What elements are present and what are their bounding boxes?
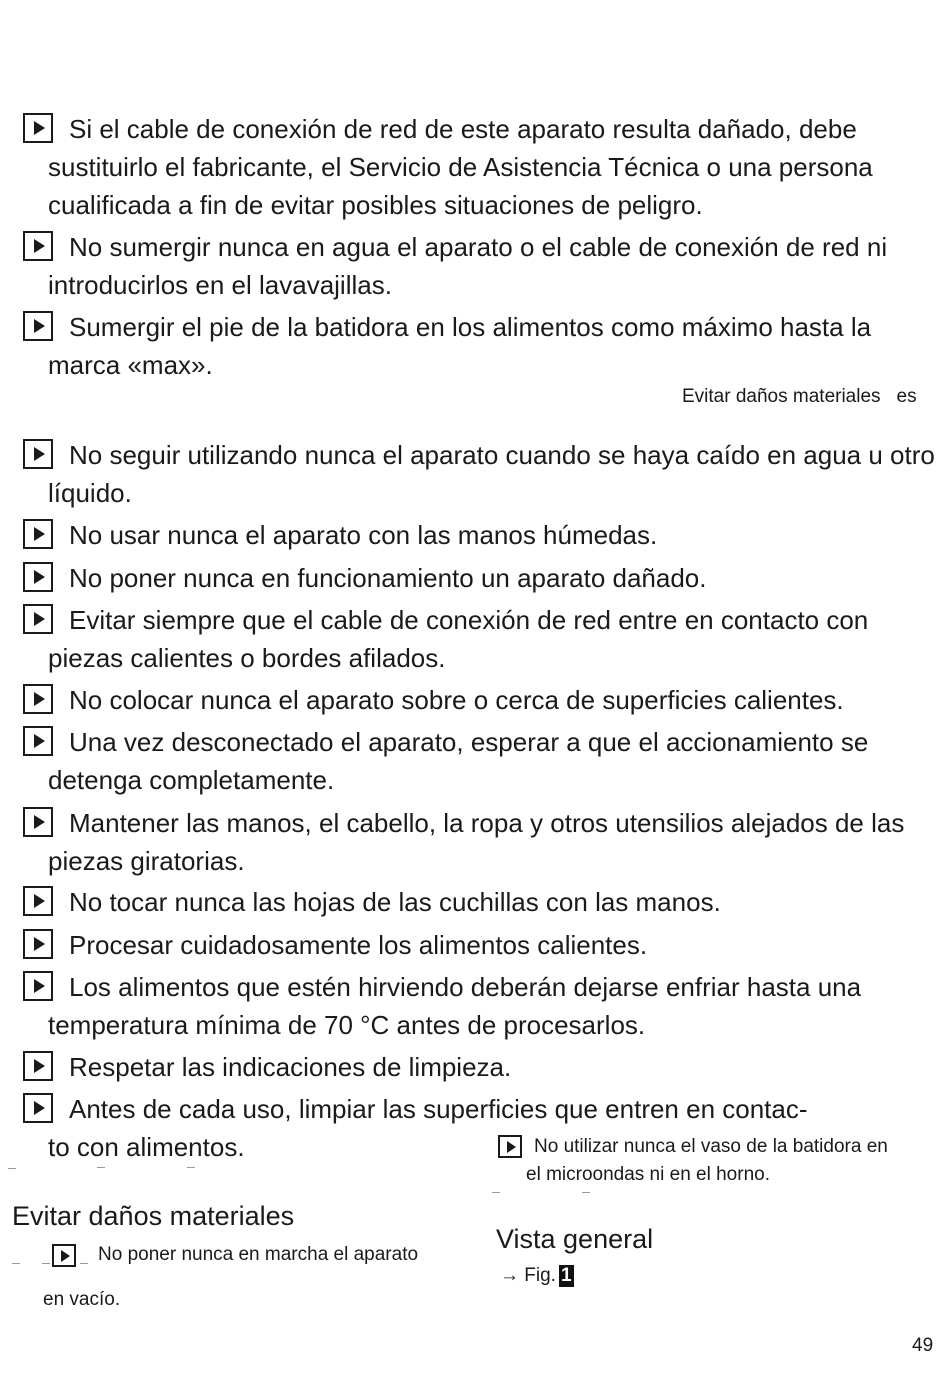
figure-reference <box>500 1265 574 1287</box>
item-first-line: Evitar siempre que el cable de conexión de red entre en contacto con <box>69 605 869 635</box>
item-rest: detenga completamente. <box>48 765 335 795</box>
play-bullet-icon <box>23 1093 53 1123</box>
play-bullet-icon <box>23 684 53 714</box>
safety-item <box>48 883 938 921</box>
safety-item <box>48 228 938 304</box>
running-header <box>682 386 917 408</box>
layout-mark <box>187 1167 195 1168</box>
play-bullet-icon <box>23 311 53 341</box>
item-first-line: Si el cable de conexión de red de este aparato resulta dañado, debe <box>69 114 857 144</box>
safety-item <box>48 308 938 384</box>
safety-item <box>48 681 938 719</box>
play-bullet-icon <box>23 562 53 592</box>
play-bullet-icon <box>23 929 53 959</box>
item-first-line: No sumergir nunca en agua el aparato o el cable de conexión de red ni <box>69 232 888 262</box>
safety-item <box>48 559 938 597</box>
item-first-line: No seguir utilizando nunca el aparato cuando se haya caído en agua u <box>69 440 883 470</box>
item-first-line: No tocar nunca las hojas de las cuchillas con las manos. <box>69 887 721 917</box>
left-note-text: No poner nunca en marcha el aparato <box>98 1244 419 1265</box>
item-rest: marca «max». <box>48 350 213 380</box>
safety-item <box>48 968 938 1044</box>
layout-mark <box>42 1263 50 1264</box>
layout-mark <box>582 1192 590 1193</box>
right-note-line2: el microondas ni en el horno. <box>526 1164 770 1185</box>
safety-item <box>48 723 938 799</box>
right-note <box>526 1133 936 1189</box>
play-bullet-icon <box>23 519 53 549</box>
layout-mark <box>97 1167 105 1168</box>
item-first-line: No usar nunca el aparato con las manos húmedas. <box>69 520 658 550</box>
play-bullet-icon <box>23 726 53 756</box>
item-rest: temperatura mínima de 70 °C antes de procesarlos. <box>48 1010 646 1040</box>
play-bullet-icon <box>52 1244 76 1267</box>
safety-item <box>48 1048 938 1086</box>
figure-number-badge: 1 <box>560 1265 572 1286</box>
section-heading-damage: Evitar daños materiales <box>12 1201 295 1231</box>
item-rest: introducirlos en el lavavajillas. <box>48 270 392 300</box>
item-rest: piezas calientes o bordes afilados. <box>48 643 446 673</box>
right-note-line1: No utilizar nunca el vaso de la batidora en <box>534 1136 888 1157</box>
item-rest: las piezas giratorias. <box>48 808 905 876</box>
header-title: Evitar daños materiales <box>682 386 881 407</box>
play-bullet-icon <box>23 807 53 837</box>
safety-item <box>48 926 938 964</box>
item-first-line: Mantener las manos, el cabello, la ropa y otros utensilios alejados de <box>69 808 864 838</box>
play-bullet-icon <box>23 1051 53 1081</box>
safety-item <box>48 110 938 224</box>
layout-mark <box>80 1263 88 1264</box>
item-first-line: Respetar las indicaciones de limpieza. <box>69 1052 512 1082</box>
item-first-line: No poner nunca en funcionamiento un aparato dañado. <box>69 563 707 593</box>
play-bullet-icon <box>498 1135 522 1158</box>
item-rest: to con alimentos. <box>48 1132 245 1162</box>
left-note <box>98 1244 418 1266</box>
safety-item <box>48 436 938 512</box>
page-number: 49 <box>912 1335 934 1356</box>
safety-item <box>48 804 938 880</box>
section-heading-overview: Vista general <box>496 1224 654 1254</box>
item-first-line: Procesar cuidadosamente los alimentos calientes. <box>69 930 648 960</box>
item-first-line: No colocar nunca el aparato sobre o cerca de superficies calientes. <box>69 685 844 715</box>
item-first-line: Una vez desconectado el aparato, esperar a que el accionamiento se <box>69 727 869 757</box>
figure-prefix: → Fig. <box>500 1265 556 1286</box>
item-first-line: Sumergir el pie de la batidora en los alimentos como máximo hasta la <box>69 312 872 342</box>
play-bullet-icon <box>23 113 53 143</box>
layout-mark <box>492 1192 500 1193</box>
item-first-line: Los alimentos que estén hirviendo deberán dejarse enfriar hasta una <box>69 972 862 1002</box>
layout-mark <box>8 1168 16 1169</box>
play-bullet-icon <box>23 231 53 261</box>
item-first-line: Antes de cada uso, limpiar las superficies que entren en contac- <box>69 1094 808 1124</box>
safety-item <box>48 601 938 677</box>
play-bullet-icon <box>23 971 53 1001</box>
play-bullet-icon <box>23 604 53 634</box>
header-language: es <box>896 386 917 407</box>
layout-mark <box>12 1263 20 1264</box>
item-rest: sustituirlo el fabricante, el Servicio de Asistencia Técnica o una persona cualificada a fin de evitar posibles situaciones de peligro. <box>48 152 873 220</box>
play-bullet-icon <box>23 886 53 916</box>
left-note-continuation: en vacío. <box>43 1289 121 1310</box>
item-rest: otro líquido. <box>48 440 935 508</box>
safety-item <box>48 516 938 554</box>
play-bullet-icon <box>23 439 53 469</box>
